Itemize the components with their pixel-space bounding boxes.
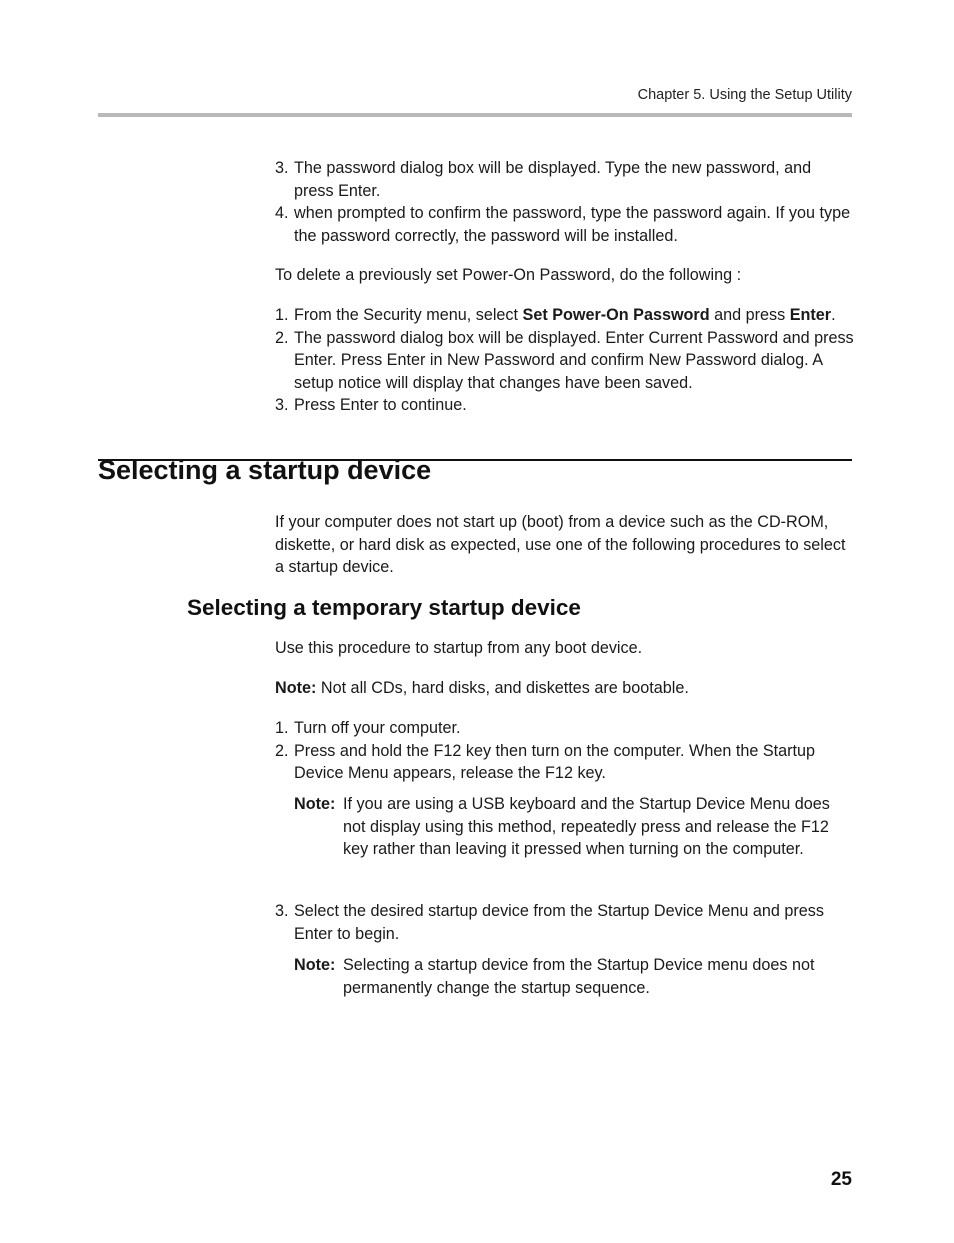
header-rule [98,113,852,117]
list-item [275,304,855,327]
list-text: The password dialog box will be displayed. Type the new password, and press Enter. [294,159,812,200]
bootable-note [275,677,855,700]
startup-steps [275,717,855,785]
note-text: Not all CDs, hard disks, and diskettes are bootable. [316,679,689,697]
note-text: Selecting a startup device from the Startup Device menu does not permanently change the startup sequence. [343,956,815,997]
list-text: Press and hold the F12 key then turn on the computer. When the Startup Device Menu appears, release the F12 key. [294,741,816,782]
note-label: Note: [294,956,336,974]
note-label: Note: [294,795,336,813]
page-number: 25 [830,1169,852,1190]
list-text: The password dialog box will be displayed. Enter Current Password and press Enter. Press Enter in New Password and confirm New Password dialog. A setup notice will display that changes have been saved. [294,328,854,392]
list-number: 3. [275,396,289,414]
subsection-intro: Use this procedure to startup from any boot device. [275,639,643,657]
list-item [275,202,855,247]
list-item [275,900,855,945]
menu-item-name: Set Power-On Password [522,306,710,324]
list-item [275,717,855,740]
usb-keyboard-note [294,793,854,861]
list-text: when prompted to confirm the password, type the password again. If you type the password correctly, the password will be installed. [294,204,851,245]
note-label: Note: [275,679,317,697]
subsection-title: Selecting a temporary startup device [187,595,581,620]
list-text: . [831,306,836,324]
list-text: Press Enter to continue. [294,396,467,414]
startup-step-3 [275,900,855,945]
delete-steps [275,304,855,417]
list-item [275,157,855,202]
running-header: Chapter 5. Using the Setup Utility [637,87,852,103]
set-password-steps [275,157,855,247]
list-text: Select the desired startup device from the Startup Device Menu and press Enter to begin. [294,902,824,943]
list-text: From the Security menu, select [294,306,523,324]
list-number: 3. [275,902,289,920]
list-item [275,327,855,395]
delete-intro: To delete a previously set Power-On Password, do the following : [275,266,742,284]
list-number: 4. [275,204,289,222]
list-text: and press [709,306,790,324]
section-intro: If your computer does not start up (boot) from a device such as the CD-ROM, diskette, or hard disk as expected, use one of the following procedures to select a startup device. [275,513,846,576]
list-number: 1. [275,719,289,737]
startup-sequence-note [294,954,854,999]
list-number: 1. [275,306,289,324]
note-text: If you are using a USB keyboard and the Startup Device Menu does not display using this method, repeatedly press and release the F12 key rather than leaving it pressed when turning on the computer. [343,795,830,858]
section-title: Selecting a startup device [98,455,432,485]
list-number: 2. [275,328,289,347]
list-item [275,740,855,785]
list-number: 3. [275,159,289,177]
list-text: Turn off your computer. [294,719,461,737]
list-number: 2. [275,741,289,760]
list-item [275,394,855,417]
key-name: Enter [789,306,832,324]
